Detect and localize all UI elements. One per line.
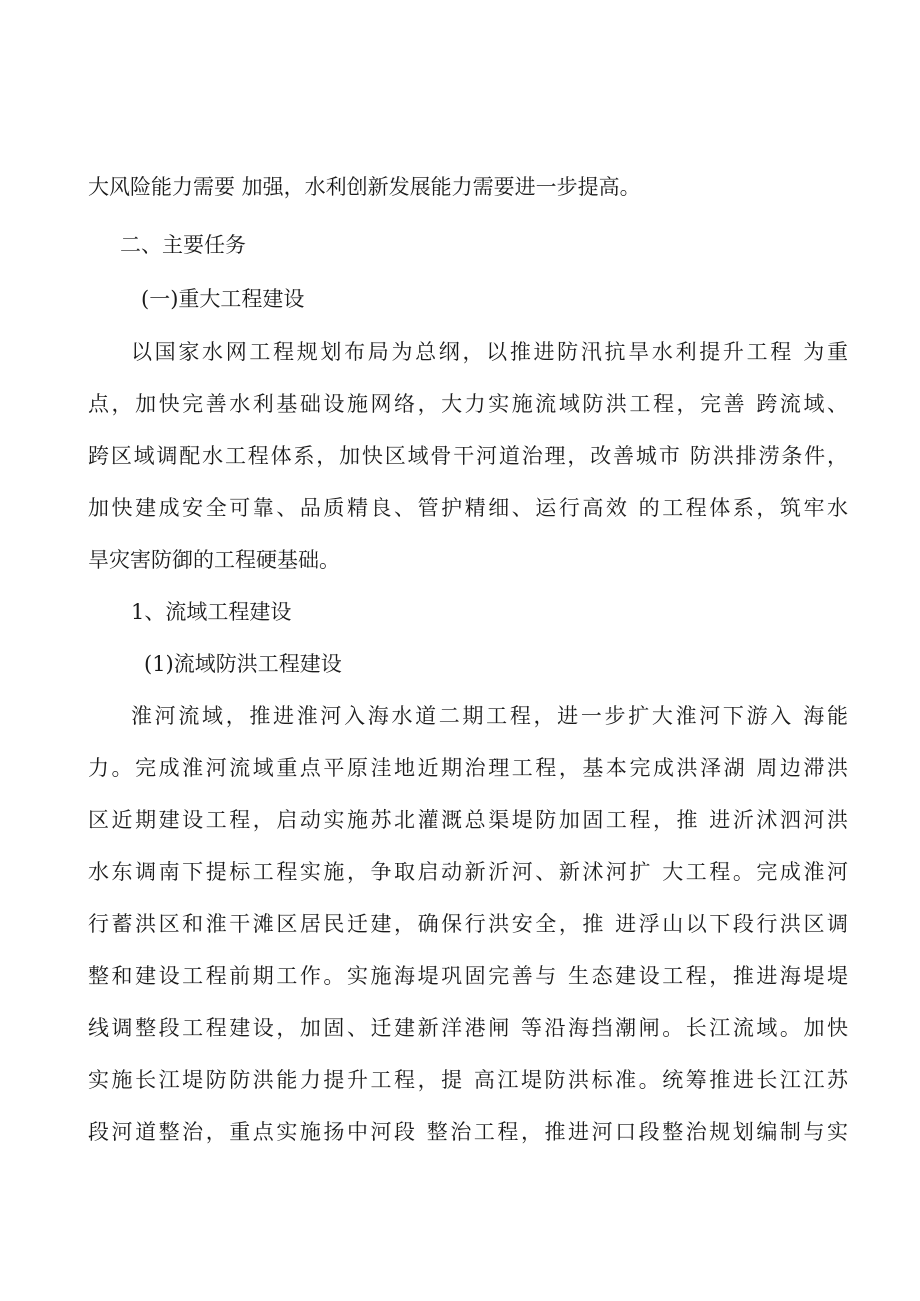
paragraph-line: 旱灾害防御的工程硬基础。 xyxy=(88,548,340,572)
paragraph-line: 线调整段工程建设，加固、迁建新洋港闸 等沿海挡潮闸。长江流域。加快 xyxy=(88,1016,848,1040)
subsection-heading: 1、流域工程建设 xyxy=(131,600,292,624)
paragraph-line: 淮河流域，推进淮河入海水道二期工程，进一步扩大淮河下游入 海能 xyxy=(131,704,848,728)
subsection-heading: (一)重大工程建设 xyxy=(141,287,305,311)
paragraph-line: 点，加快完善水利基础设施网络，大力实施流域防洪工程，完善 跨流域、 xyxy=(88,392,848,416)
paragraph-line: 加快建成安全可靠、品质精良、管护精细、运行高效 的工程体系，筑牢水 xyxy=(88,496,848,520)
paragraph-line: 跨区域调配水工程体系，加快区域骨干河道治理，改善城市 防洪排涝条件， xyxy=(88,444,848,468)
paragraph-line: 实施长江堤防防洪能力提升工程，提 高江堤防洪标准。统筹推进长江江苏 xyxy=(88,1068,848,1092)
paragraph-line: 大风险能力需要 加强，水利创新发展能力需要进一步提高。 xyxy=(88,175,641,199)
section-heading: 二、主要任务 xyxy=(120,233,246,257)
subsection-heading: (1)流域防洪工程建设 xyxy=(144,652,342,676)
paragraph-line: 段河道整治，重点实施扬中河段 整治工程，推进河口段整治规划编制与实 xyxy=(88,1120,848,1144)
paragraph-line: 力。完成淮河流域重点平原洼地近期治理工程，基本完成洪泽湖 周边滞洪 xyxy=(88,756,848,780)
paragraph-line: 区近期建设工程，启动实施苏北灌溉总渠堤防加固工程，推 进沂沭泗河洪 xyxy=(88,808,848,832)
paragraph-line: 行蓄洪区和淮干滩区居民迁建，确保行洪安全，推 进浮山以下段行洪区调 xyxy=(88,912,848,936)
paragraph-line: 水东调南下提标工程实施，争取启动新沂河、新沭河扩 大工程。完成淮河 xyxy=(88,860,848,884)
paragraph-line: 整和建设工程前期工作。实施海堤巩固完善与 生态建设工程，推进海堤堤 xyxy=(88,964,848,988)
paragraph-line: 以国家水网工程规划布局为总纲，以推进防汛抗旱水利提升工程 为重 xyxy=(131,340,848,364)
